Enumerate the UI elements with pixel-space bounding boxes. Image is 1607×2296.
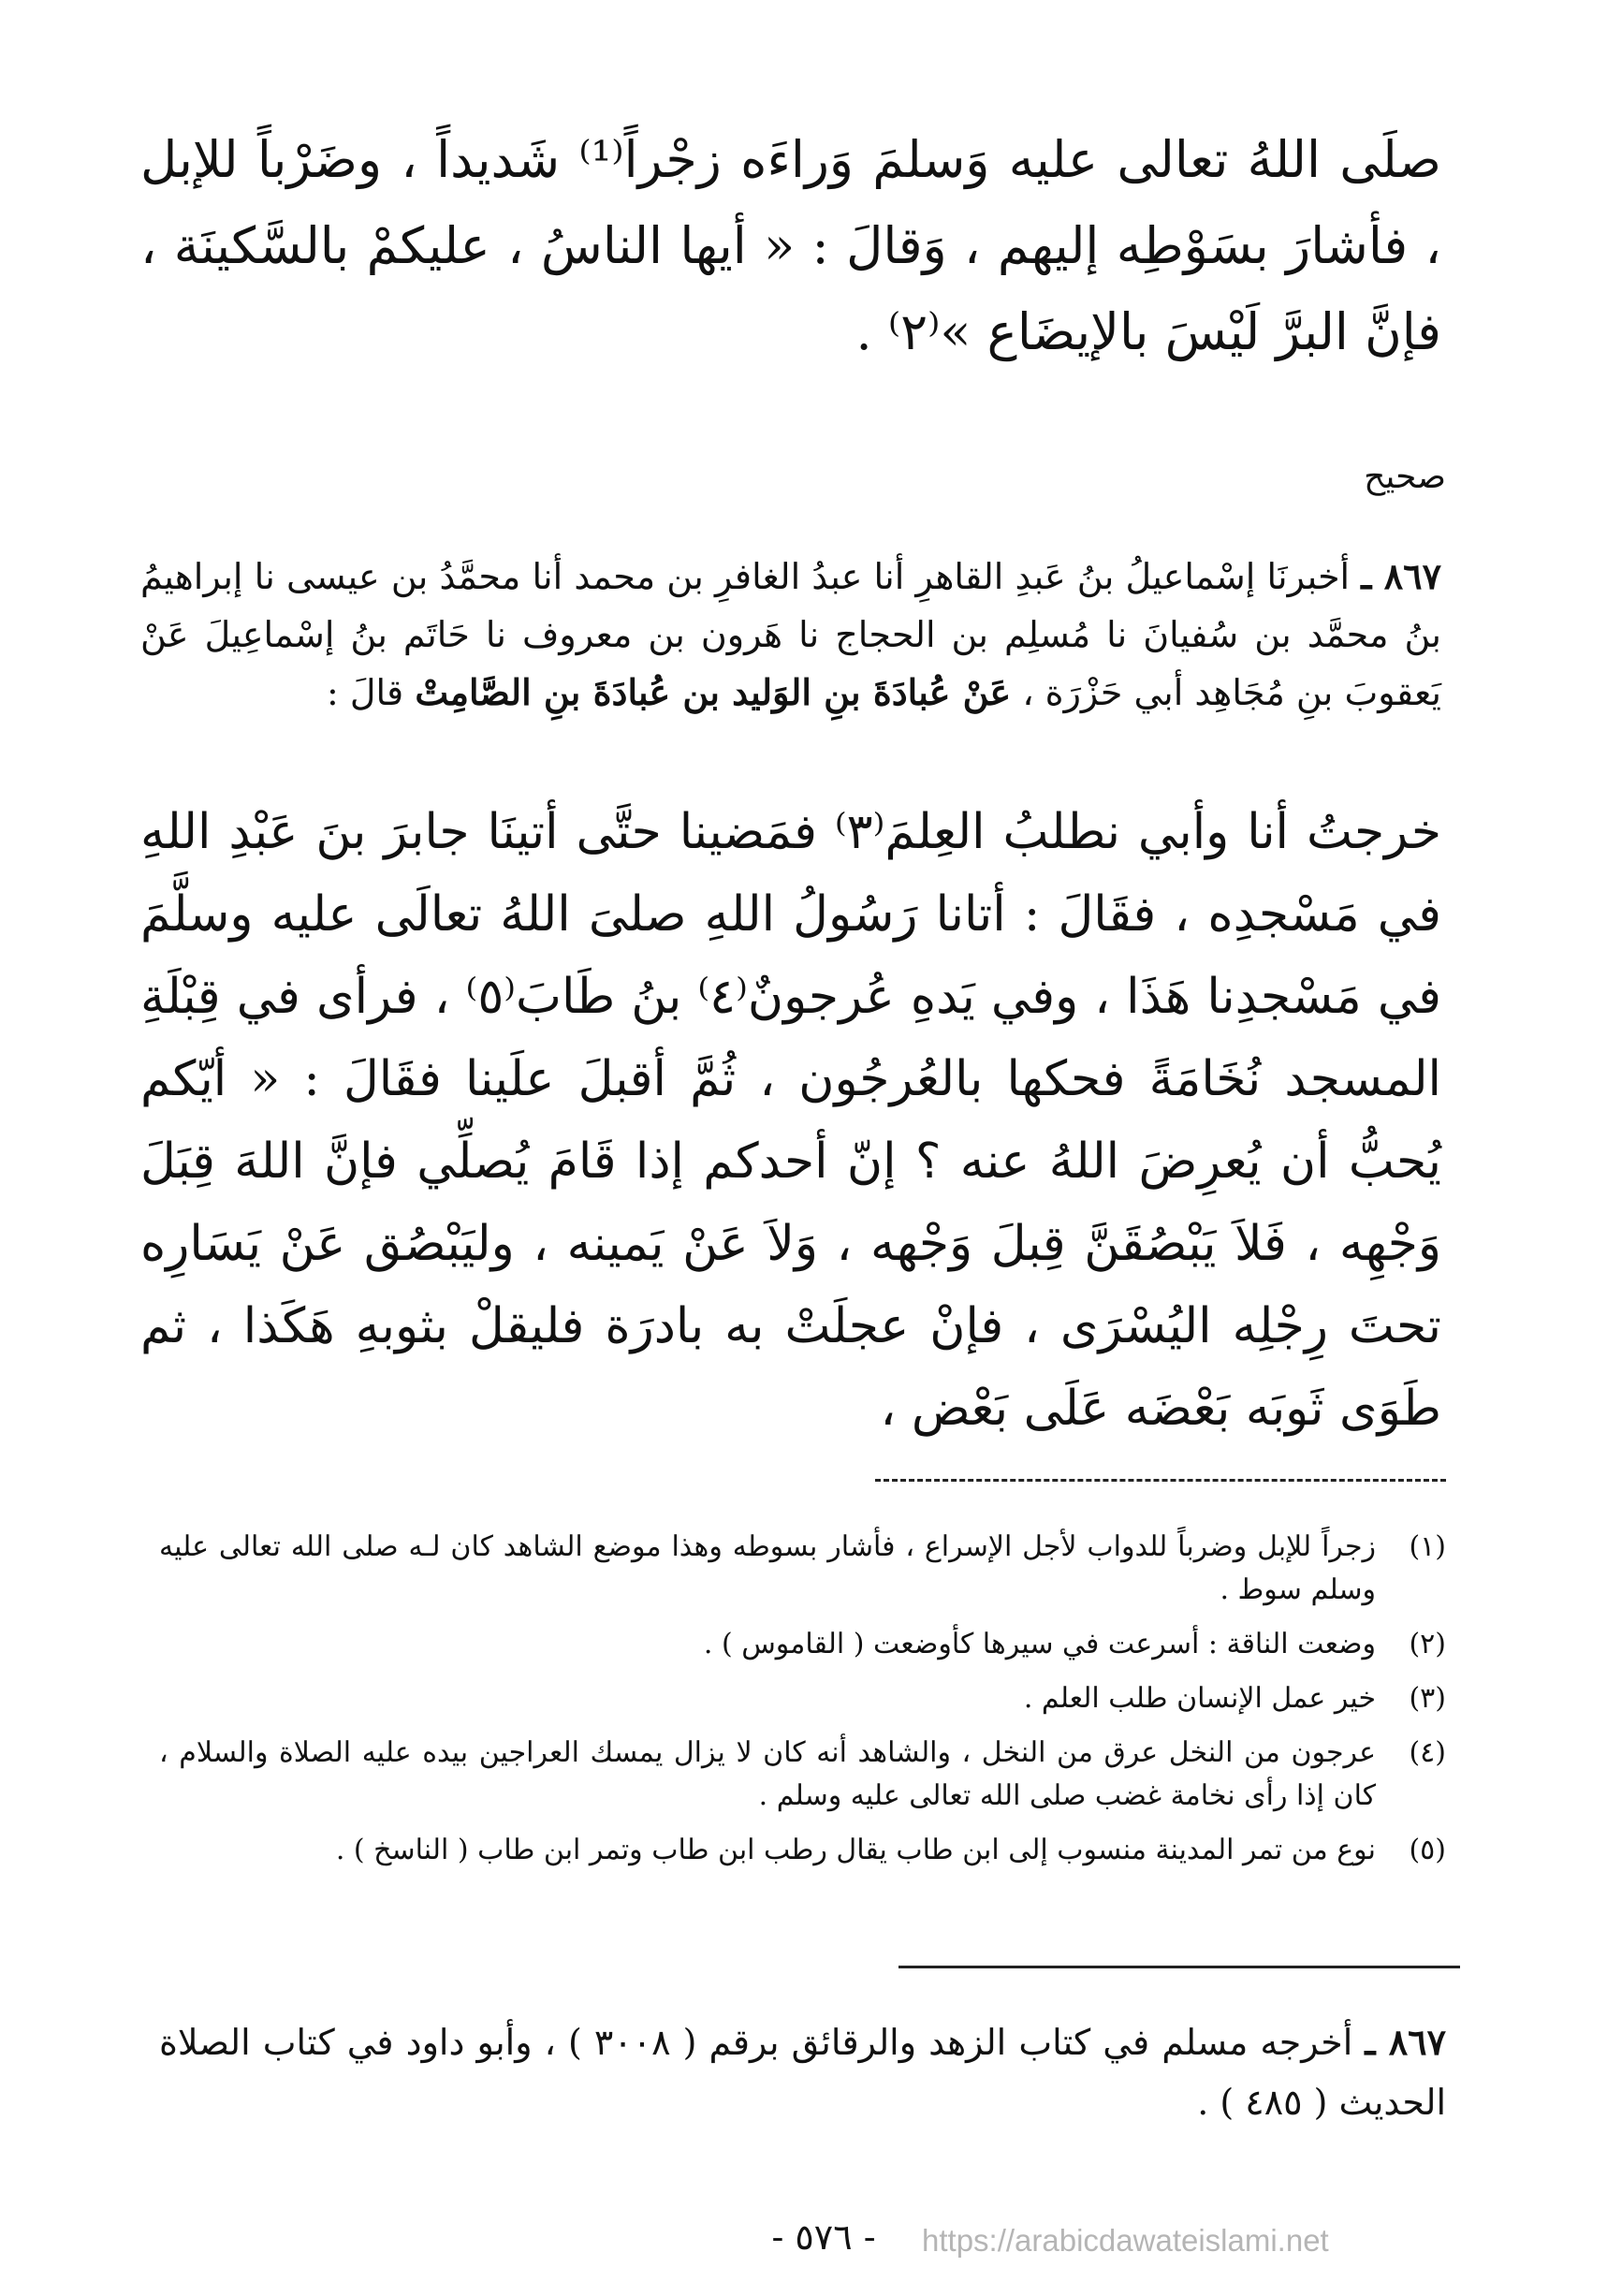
- footnotes-list: [159, 1526, 1446, 1883]
- footnote-text: نوع من تمر المدينة منسوب إلى ابن طاب يقال رطب ابن طاب وتمر ابن طاب ( الناسخ ) .: [335, 1834, 1376, 1866]
- isnad-tail: قالَ :: [326, 672, 404, 713]
- hadith-isnad: [140, 548, 1441, 722]
- hadith-matn: خرجتُ أنا وأبي نطلبُ العِلمَ⁽٣⁾ فمَضينا حتَّى أتينَا جابرَ بنَ عَبْدِ اللهِ في مَسْجدِه ، فقَالَ : أتانا رَسُولُ اللهِ صلىَ اللهُ تعالَى عليه وسلَّمَ في مَسْجدِنا هَذَا ، وفي يَدهِ عُرجونٌ⁽٤⁾ بنُ طَابَ⁽٥⁾ ، فرأى في قِبْلَةِ المسجد نُخَامَةً فحكها بالعُرجُون ، ثُمَّ أقبلَ علَينا فقَالَ : « أيّكم يُحبُّ أن يُعرِضَ اللهُ عنه ؟ إنّ أحدكم إذا قَامَ يُصلِّي فإنَّ اللهَ قِبَلَ وَجْهِه ، فَلاَ يَبْصُقَنَّ قِبلَ وَجْهه ، وَلاَ عَنْ يَمينه ، وليَبْصُق عَنْ يَسَارِه تحتَ رِجْلِه اليُسْرَى ، فإنْ عجلَتْ به بادرَة فليقلْ بثوبهِ هَكَذا ، ثم طَوَى ثَوبَه بَعْضَه عَلَى بَعْض ،: [140, 804, 1442, 1437]
- hadith-grade: صحيح: [1364, 458, 1446, 496]
- footnote-number: (٢): [1409, 1628, 1446, 1660]
- footnote-number: (٣): [1409, 1682, 1446, 1715]
- footnote-text: وضعت الناقة : أسرعت في سيرها كأوضعت ( القاموس ) .: [703, 1628, 1376, 1660]
- footnote-item: [159, 1677, 1446, 1720]
- takhrij-separator-rule: [898, 1966, 1460, 1968]
- watermark-url: https://arabicdawateislami.net: [922, 2223, 1329, 2258]
- footnote-text: خير عمل الإنسان طلب العلم .: [1023, 1682, 1376, 1715]
- footnote-dashed-separator: [875, 1479, 1446, 1482]
- footnote-item: [159, 1829, 1446, 1872]
- footnote-number: (٥): [1409, 1834, 1446, 1866]
- footnote-number: (٤): [1409, 1736, 1446, 1769]
- footnote-number: (١): [1409, 1530, 1446, 1563]
- isnad-text: أخبرنَا إسْماعيلُ بنُ عَبدِ القاهرِ أنا عبدُ الغافرِ بن محمد أنا محمَّدُ بن عيسى نا إبراهيمُ بنُ محمَّد بن سُفيانَ نا مُسلِم بن الحجاج نا هَرون بن معروف نا حَاتَم بنُ إسْماعِيلَ عَنْ يَعقوبَ بنِ مُجَاهِد أبي حَزْرَة ،: [140, 556, 1441, 713]
- footnote-text: زجراً للإبل وضرباً للدواب لأجل الإسراع ، فأشار بسوطه وهذا موضع الشاهد كان لـه صلى الله تعالى عليه وسلم سوط .: [159, 1530, 1376, 1606]
- footnote-item: [159, 1526, 1446, 1612]
- takhrij-note: [159, 2012, 1446, 2132]
- hadith-continuation-text: صلَى اللهُ تعالى عليه وَسلمَ وَراءَه زجْراً⁽¹⁾ شَديداً ، وضَرْباً للإبل ، فأشارَ بسَوْطِه إليهم ، وَقالَ : « أيها الناسُ ، عليكمْ بالسَّكينَة ، فإنَّ البرَّ لَيْسَ بالإيضَاع »⁽٢⁾ .: [140, 130, 1441, 361]
- takhrij-text: أخرجه مسلم في كتاب الزهد والرقائق برقم ( ٣٠٠٨ ) ، وأبو داود في كتاب الصلاة الحديث ( ٤٨٥ ) .: [159, 2022, 1446, 2123]
- footnote-item: [159, 1623, 1446, 1666]
- footnote-item: [159, 1732, 1446, 1818]
- footnote-text: عرجون من النخل عرق من النخل ، والشاهد أنه كان لا يزال يمسك العراجين بيده عليه الصلاة والسلام ، كان إذا رأى نخامة غضب صلى الله تعالى عليه وسلم .: [159, 1736, 1376, 1812]
- isnad-narrator-bold: عَنْ عُبادَةَ بنِ الوَليد بن عُبادَةَ بنِ الصَّامِتْ: [415, 671, 1012, 713]
- hadith-number: ٨٦٧ ـ: [1361, 555, 1441, 597]
- page-number: - ٥٧٦ -: [771, 2216, 876, 2258]
- takhrij-number: ٨٦٧ ـ: [1365, 2021, 1446, 2063]
